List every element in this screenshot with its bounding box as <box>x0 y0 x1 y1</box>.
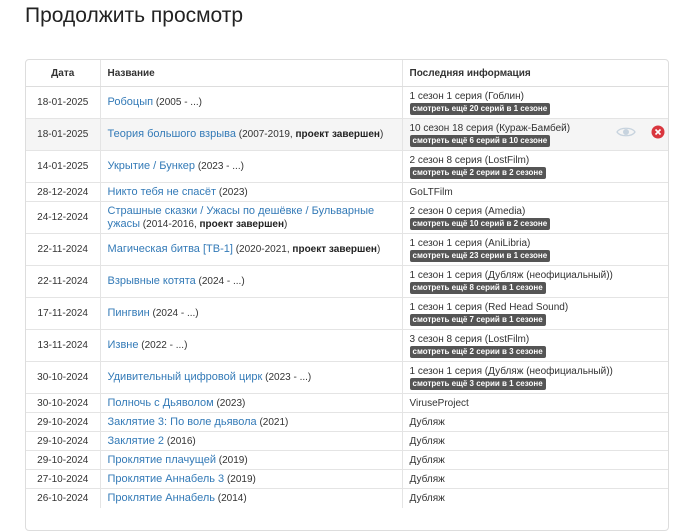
title-link[interactable]: Проклятие Аннабель 3 <box>107 472 225 485</box>
table-row <box>26 470 668 489</box>
row-date: 22-11-2024 <box>26 234 100 266</box>
last-episode-info: 1 сезон 1 серия (Дубляж (неофициальный)) <box>409 270 613 281</box>
last-episode-info: 1 сезон 1 серия (Дубляж (неофициальный)) <box>409 366 613 377</box>
table-row <box>26 489 668 508</box>
title-link[interactable]: Полночь с Дьяволом <box>107 396 214 409</box>
last-episode-info: 3 сезон 8 серия (LostFilm) <box>409 334 530 345</box>
row-info-cell <box>402 470 668 489</box>
row-date: 27-10-2024 <box>26 470 100 489</box>
row-date: 30-10-2024 <box>26 394 100 413</box>
row-name-cell <box>100 183 402 202</box>
release-years: (2020-2021, <box>235 244 293 255</box>
table-row <box>26 87 668 119</box>
continue-watching-table <box>25 59 669 531</box>
remaining-episodes-badge[interactable]: смотреть ещё 10 серий в 2 сезоне <box>410 218 551 230</box>
last-episode-info: Дубляж <box>409 473 445 485</box>
table-row <box>26 151 668 183</box>
table-row <box>26 330 668 362</box>
table-row <box>26 119 668 151</box>
title-link[interactable]: Удивительный цифровой цирк <box>107 371 263 383</box>
remaining-episodes-badge[interactable]: смотреть ещё 23 серии в 1 сезоне <box>410 250 551 262</box>
row-info-cell <box>402 362 668 394</box>
release-years: (2023) <box>216 397 246 409</box>
row-name-cell <box>100 394 402 413</box>
row-date: 24-12-2024 <box>26 202 100 234</box>
table-row <box>26 202 668 234</box>
row-date: 18-01-2025 <box>26 119 100 151</box>
row-name-cell <box>100 202 402 234</box>
row-info-cell <box>402 151 668 183</box>
last-episode-info: 1 сезон 1 серия (Гоблин) <box>409 91 524 102</box>
last-episode-info: GoLTFilm <box>409 186 453 198</box>
remaining-episodes-badge[interactable]: смотреть ещё 2 серии в 3 сезоне <box>410 346 546 358</box>
status-close-paren: ) <box>379 129 384 140</box>
last-episode-info: Дубляж <box>409 435 445 447</box>
release-years: (2024 - ...) <box>198 276 245 287</box>
row-name-cell <box>100 413 402 432</box>
remove-icon[interactable] <box>651 125 665 139</box>
release-years: (2019) <box>218 454 248 466</box>
row-name-cell <box>100 451 402 470</box>
row-date: 13-11-2024 <box>26 330 100 362</box>
row-date: 26-10-2024 <box>26 489 100 508</box>
last-episode-info: Дубляж <box>409 454 445 466</box>
release-years: (2023 - ...) <box>265 372 312 383</box>
last-episode-info: 2 сезон 0 серия (Amedia) <box>409 206 526 217</box>
remaining-episodes-badge[interactable]: смотреть ещё 20 серий в 1 сезоне <box>410 103 551 115</box>
title-link-continued[interactable]: ужасы <box>107 217 141 230</box>
row-date: 18-01-2025 <box>26 87 100 119</box>
row-info-cell <box>402 87 668 119</box>
remaining-episodes-badge[interactable]: смотреть ещё 7 серий в 1 сезоне <box>410 314 546 326</box>
title-link[interactable]: Магическая битва [ТВ-1] <box>107 243 233 255</box>
row-date: 30-10-2024 <box>26 362 100 394</box>
row-name-cell <box>100 119 402 151</box>
remaining-episodes-badge[interactable]: смотреть ещё 6 серий в 10 сезоне <box>410 135 551 147</box>
title-link[interactable]: Проклятие плачущей <box>107 453 216 466</box>
table-row <box>26 432 668 451</box>
row-date: 29-10-2024 <box>26 432 100 451</box>
title-link[interactable]: Пингвин <box>107 307 150 319</box>
row-name-cell <box>100 298 402 330</box>
row-name-cell <box>100 489 402 508</box>
last-episode-info: 1 сезон 1 серия (AniLibria) <box>409 238 531 249</box>
row-name-cell <box>100 87 402 119</box>
row-date: 22-11-2024 <box>26 266 100 298</box>
title-link[interactable]: Заклятие 3: По воле дьявола <box>107 415 257 428</box>
project-status: проект завершен <box>295 129 380 140</box>
remaining-episodes-badge[interactable]: смотреть ещё 2 серии в 2 сезоне <box>410 167 546 179</box>
row-info-cell <box>402 266 668 298</box>
column-header-info[interactable]: Последняя информация <box>402 60 668 87</box>
row-name-cell <box>100 151 402 183</box>
title-link[interactable]: Укрытие / Бункер <box>107 160 196 172</box>
row-date: 17-11-2024 <box>26 298 100 330</box>
release-years: (2007-2019, <box>238 129 296 140</box>
title-link[interactable]: Извне <box>107 339 139 351</box>
release-years: (2024 - ...) <box>152 308 199 319</box>
release-years: (2005 - ...) <box>155 97 202 108</box>
release-years: (2016) <box>166 435 196 447</box>
row-info-cell <box>402 394 668 413</box>
title-link[interactable]: Никто тебя не спасёт <box>107 185 217 198</box>
table-row <box>26 451 668 470</box>
release-years: (2022 - ...) <box>141 340 188 351</box>
release-years: (2023 - ...) <box>197 161 244 172</box>
row-date: 28-12-2024 <box>26 183 100 202</box>
row-date: 14-01-2025 <box>26 151 100 183</box>
table-row <box>26 298 668 330</box>
table-row <box>26 394 668 413</box>
eye-icon[interactable] <box>616 125 636 139</box>
row-name-cell <box>100 266 402 298</box>
project-status: проект завершен <box>292 244 377 255</box>
column-header-date[interactable]: Дата <box>26 60 100 87</box>
row-info-cell <box>402 330 668 362</box>
project-status: проект завершен <box>199 218 285 230</box>
release-years: (2019) <box>226 473 256 485</box>
table-header-row <box>26 60 668 87</box>
last-episode-info: ViruseProject <box>409 397 469 409</box>
last-episode-info: Дубляж <box>409 492 445 504</box>
title-link[interactable]: Заклятие 2 <box>107 434 165 447</box>
remaining-episodes-badge[interactable]: смотреть ещё 8 серий в 1 сезоне <box>410 282 546 294</box>
last-episode-info: 10 сезон 18 серия (Кураж-Бамбей) <box>409 123 571 134</box>
row-info-cell <box>402 413 668 432</box>
last-episode-info: Дубляж <box>409 416 445 428</box>
page-title: Продолжить просмотр <box>25 4 244 27</box>
row-date: 29-10-2024 <box>26 413 100 432</box>
table-row <box>26 362 668 394</box>
row-actions <box>616 125 666 139</box>
table-row <box>26 183 668 202</box>
title-link[interactable]: Проклятие Аннабель <box>107 491 215 504</box>
table-row <box>26 266 668 298</box>
row-info-cell <box>402 298 668 330</box>
release-years: (2014) <box>217 492 247 504</box>
title-link[interactable]: Теория большого взрыва <box>107 128 236 140</box>
title-link[interactable]: Взрывные котята <box>107 275 196 287</box>
row-name-cell <box>100 234 402 266</box>
row-info-cell <box>402 489 668 508</box>
last-episode-info: 2 сезон 8 серия (LostFilm) <box>409 155 530 166</box>
table-row <box>26 234 668 266</box>
row-info-cell <box>402 432 668 451</box>
row-info-cell <box>402 202 668 234</box>
title-link[interactable]: Робоцып <box>107 96 154 108</box>
row-name-cell <box>100 432 402 451</box>
release-years: (2014-2016, <box>142 218 200 230</box>
row-info-cell <box>402 183 668 202</box>
release-years: (2021) <box>259 416 289 428</box>
column-header-name[interactable]: Название <box>100 60 402 87</box>
row-name-cell <box>100 362 402 394</box>
row-name-cell <box>100 470 402 489</box>
row-info-cell <box>402 234 668 266</box>
row-info-cell <box>402 451 668 470</box>
last-episode-info: 1 сезон 1 серия (Red Head Sound) <box>409 302 569 313</box>
row-name-cell <box>100 330 402 362</box>
table-row <box>26 413 668 432</box>
status-close-paren: ) <box>284 218 288 230</box>
title-link[interactable]: Страшные сказки / Ужасы по дешёвке / Бульварные <box>107 204 375 217</box>
remaining-episodes-badge[interactable]: смотреть ещё 3 серии в 1 сезоне <box>410 378 546 390</box>
status-close-paren: ) <box>376 244 381 255</box>
release-years: (2023) <box>218 186 248 198</box>
row-date: 29-10-2024 <box>26 451 100 470</box>
